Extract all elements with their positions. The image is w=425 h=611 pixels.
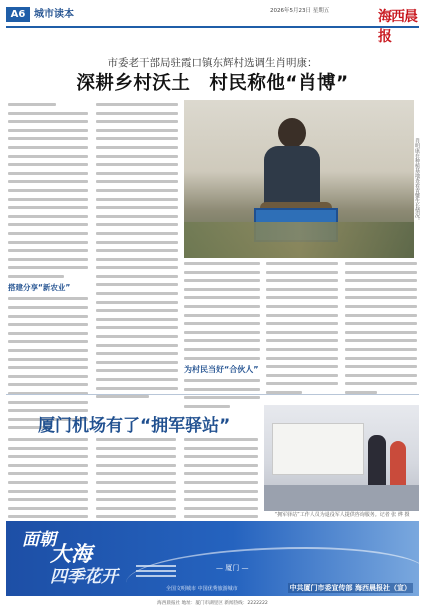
story1-column-4: [266, 262, 338, 400]
story2-column-1: [8, 438, 88, 533]
issue-dateline: 2026年5月23日 星期五: [270, 8, 330, 14]
story-divider: [6, 394, 419, 395]
story1-column-5: [345, 262, 417, 400]
story1-subheadline: 市委老干部局驻霞口镇东辉村选调生肖明康：: [107, 57, 318, 69]
header-rule: [6, 26, 419, 28]
banner-credit: 中共厦门市委宣传部 海西晨报社（宣）: [289, 584, 411, 592]
story1-column-2: [96, 103, 178, 404]
visitor-figure: [390, 441, 406, 491]
service-counter: [264, 485, 419, 511]
story1-column-1: [8, 103, 88, 435]
story1-subtitle-a: 搭建分享“新农业”: [8, 283, 71, 293]
field-plants: [184, 222, 414, 258]
section-title: 城市读本: [34, 9, 74, 20]
story1-subtitle-b: 为村民当好“合伙人”: [184, 365, 259, 375]
airport-service-counter-photo: [264, 405, 419, 511]
story1-headline: 深耕乡村沃土 村民称他“肖博”: [76, 73, 349, 94]
banner-line-2: 大海: [50, 541, 92, 566]
story2-headline: 厦门机场有了“拥军驿站”: [38, 416, 231, 436]
page-header: [0, 0, 425, 45]
city-promo-banner: [6, 521, 419, 596]
page-number-badge: A6: [6, 7, 30, 22]
photo1-caption: 肖明康在种植基地查看青蟹生长情况。: [414, 138, 420, 223]
newspaper-masthead: 海西晨报: [378, 9, 417, 45]
page-footer: 海西晨报社 地址：厦门市湖里区 新闻热线：2222222: [157, 601, 268, 606]
story2-column-2: [96, 438, 176, 533]
photo2-caption: “拥军驿站”工作人员为退役军人提供咨询服务。记者 张 烨 摄: [274, 512, 410, 518]
banner-blurb: [136, 565, 176, 580]
farmer-with-crab-crate-photo: [184, 100, 414, 258]
banner-footnote: 全国文明城市 中国优秀旅游城市: [166, 586, 238, 592]
display-shelf: [272, 423, 364, 475]
story1-column-3: [184, 262, 260, 414]
banner-line-3: 四季花开: [50, 567, 118, 587]
banner-signature: — 厦门 —: [216, 564, 249, 572]
story2-column-3: [184, 438, 258, 533]
banner-line-1: 面朝: [22, 530, 56, 550]
